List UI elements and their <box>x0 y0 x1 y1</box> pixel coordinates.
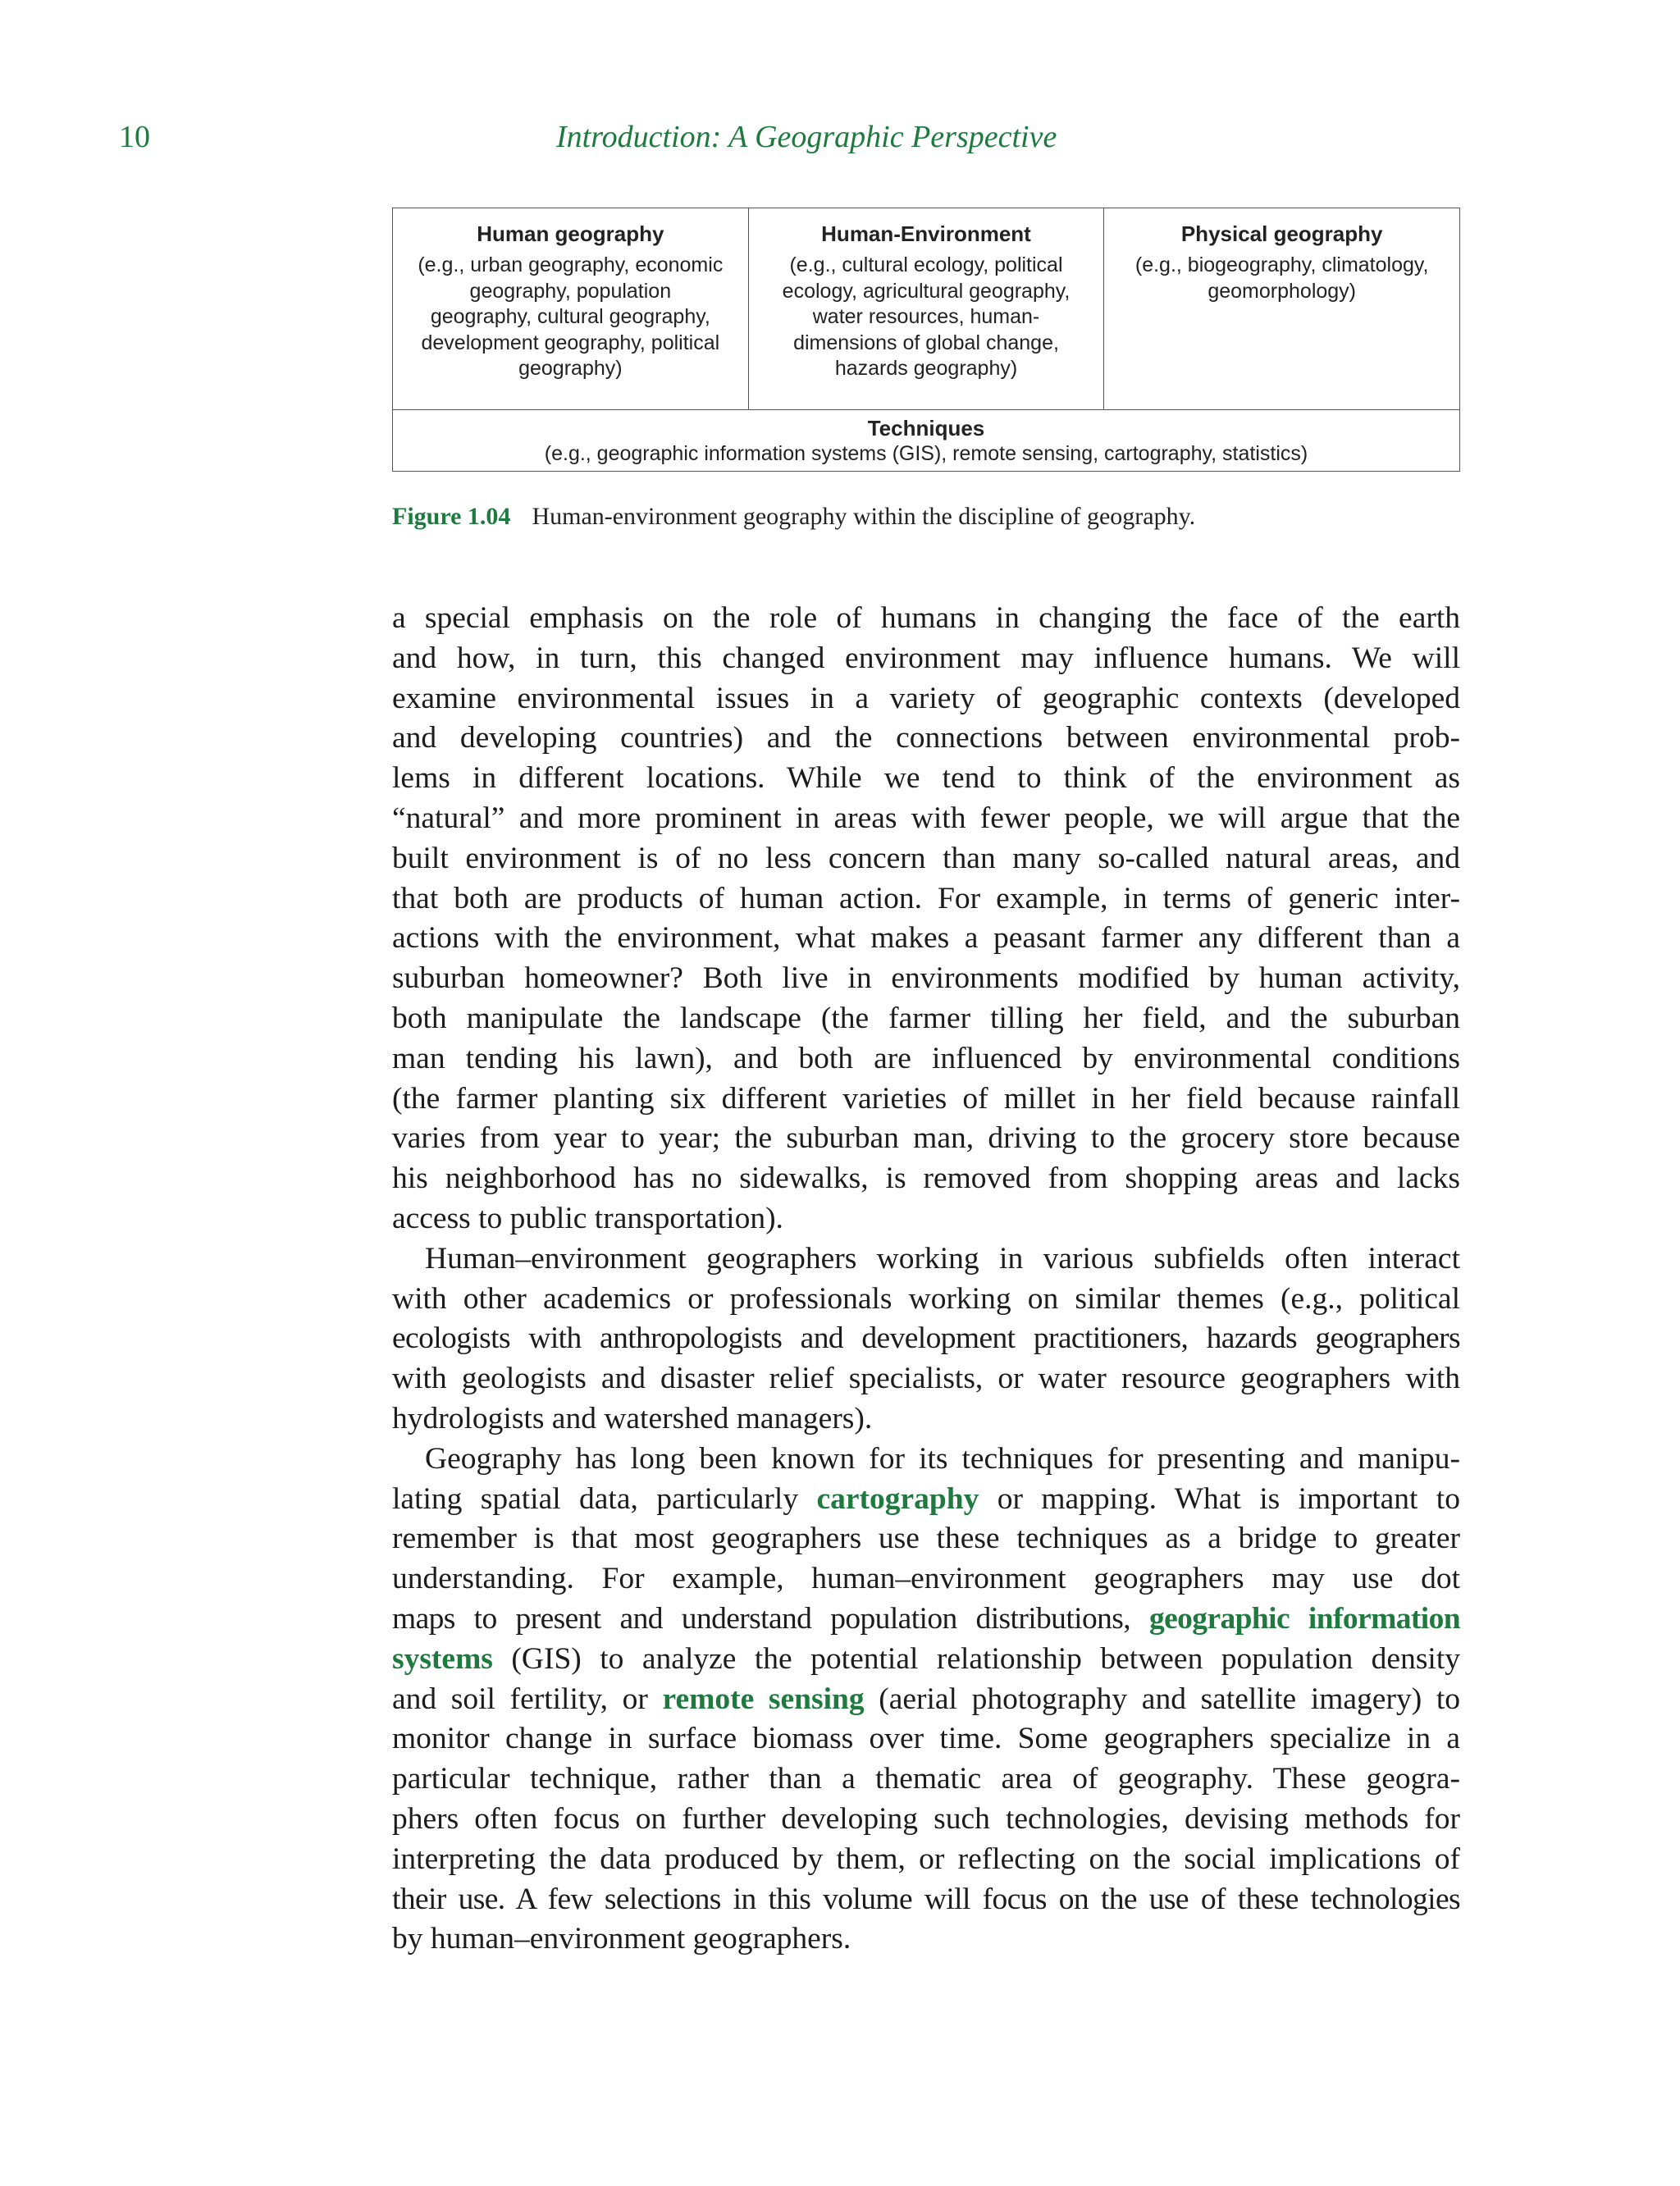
text-line <box>392 1640 1460 1680</box>
text-line: access to public transportation). <box>392 1201 783 1235</box>
techniques-row <box>393 410 1459 467</box>
cell-line: hazards geography) <box>834 357 1018 380</box>
category-row <box>393 208 1459 410</box>
glossary-term-remote-sensing: remote sensing <box>662 1682 865 1716</box>
cell-title: Human geography <box>477 221 664 246</box>
text-line: with geologists and disaster relief specialists, or water resource geographers with <box>392 1362 1460 1396</box>
cell-description <box>1104 253 1459 304</box>
text-line: phers often focus on further developing such technologies, devising methods for <box>392 1801 1460 1836</box>
glossary-term-cartography: cartography <box>816 1481 979 1516</box>
glossary-term-gis-cont: systems <box>392 1641 493 1676</box>
cell-line: geography, population <box>469 279 672 303</box>
text-line: Geography has long been known for its techniques for presenting and manipu- <box>425 1441 1460 1476</box>
text-line: hydrologists and watershed managers). <box>392 1401 873 1435</box>
text-line: built environment is of no less concern than many so-called natural areas, and <box>392 841 1460 875</box>
text-segment: lating spatial data, particularly <box>392 1481 817 1516</box>
text-line: and how, in turn, this changed environment may influence humans. We will <box>392 641 1460 675</box>
cell-human-geography <box>393 208 749 409</box>
figure-caption <box>392 500 1195 533</box>
page-number: 10 <box>119 120 150 154</box>
cell-line: geography, cultural geography, <box>430 305 710 328</box>
cell-line: (e.g., urban geography, economic <box>418 253 724 276</box>
text-line: man tending his lawn), and both are influenced by environmental conditions <box>392 1041 1460 1075</box>
text-line <box>392 1600 1460 1640</box>
text-line: remember is that most geographers use these techniques as a bridge to greater <box>392 1522 1460 1556</box>
cell-description <box>393 253 748 382</box>
running-title: Introduction: A Geographic Perspective <box>556 120 1057 154</box>
figure-table <box>392 208 1460 472</box>
text-line: with other academics or professionals working on similar themes (e.g., political <box>392 1281 1460 1316</box>
text-line: “natural” and more prominent in areas with fewer people, we will argue that the <box>392 801 1460 835</box>
text-line: ecologists with anthropologists and development practitioners, hazards geographers <box>392 1321 1460 1356</box>
text-line: examine environmental issues in a variety of geographic contexts (developed <box>392 681 1460 715</box>
cell-description <box>749 253 1104 382</box>
text-line: both manipulate the landscape (the farmer tilling her field, and the suburban <box>392 1001 1460 1035</box>
text-segment: or mapping. What is important to <box>979 1481 1460 1516</box>
cell-human-environment <box>749 208 1105 409</box>
text-line: a special emphasis on the role of humans in changing the face of the earth <box>392 601 1460 635</box>
caption-text: Human-environment geography within the discipline of geography. <box>532 503 1196 530</box>
text-segment: (aerial photography and satellite imagery) to <box>864 1682 1460 1716</box>
text-line: that both are products of human action. For example, in terms of generic inter- <box>392 881 1460 915</box>
cell-line: (e.g., biogeography, climatology, <box>1134 253 1429 276</box>
text-line: suburban homeowner? Both live in environments modified by human activity, <box>392 961 1460 996</box>
text-line: varies from year to year; the suburban man, driving to the grocery store because <box>392 1121 1460 1156</box>
text-line: their use. A few selections in this volume will focus on the use of these technologies <box>392 1882 1460 1916</box>
text-line <box>392 1680 1460 1720</box>
text-line: Human–environment geographers working in various subfields often interact <box>425 1241 1460 1276</box>
text-line: interpreting the data produced by them, or reflecting on the social implications of <box>392 1841 1460 1876</box>
techniques-description: (e.g., geographic information systems (GIS), remote sensing, cartography, statistics) <box>544 442 1308 465</box>
text-line: (the farmer planting six different varieties of millet in her field because rainfall <box>392 1081 1460 1116</box>
cell-line: water resources, human- <box>812 305 1040 328</box>
caption-label: Figure 1.04 <box>392 503 511 530</box>
text-line: understanding. For example, human–environment geographers may use dot <box>392 1562 1460 1596</box>
cell-line: geography) <box>518 357 623 380</box>
cell-line: (e.g., cultural ecology, political <box>789 253 1063 276</box>
text-line: particular technique, rather than a thematic area of geography. These geogra- <box>392 1762 1460 1796</box>
cell-title: Physical geography <box>1180 221 1383 246</box>
glossary-term-gis: geographic information <box>1148 1601 1460 1636</box>
text-line: by human–environment geographers. <box>392 1922 851 1956</box>
cell-line: geomorphology) <box>1208 279 1357 303</box>
text-line: monitor change in surface biomass over time. Some geographers specialize in a <box>392 1722 1460 1756</box>
text-line: lems in different locations. While we tend to think of the environment as <box>392 761 1460 796</box>
running-head <box>0 119 1680 168</box>
text-line <box>392 1480 1460 1520</box>
text-line: actions with the environment, what makes a peasant farmer any different than a <box>392 921 1460 956</box>
text-segment: and soil fertility, or <box>392 1682 663 1716</box>
text-segment: (GIS) to analyze the potential relationship between population density <box>492 1641 1460 1676</box>
cell-physical-geography <box>1104 208 1459 409</box>
techniques-title: Techniques <box>867 416 985 440</box>
cell-title: Human-Environment <box>821 221 1031 246</box>
text-segment: maps to present and understand population distributions, <box>392 1601 1149 1636</box>
cell-line: ecology, agricultural geography, <box>782 279 1071 303</box>
cell-line: dimensions of global change, <box>793 331 1059 354</box>
cell-line: development geography, political <box>421 331 720 354</box>
body-text <box>392 599 1460 1960</box>
text-line: his neighborhood has no sidewalks, is removed from shopping areas and lacks <box>392 1161 1460 1196</box>
text-line: and developing countries) and the connections between environmental prob- <box>392 721 1460 755</box>
